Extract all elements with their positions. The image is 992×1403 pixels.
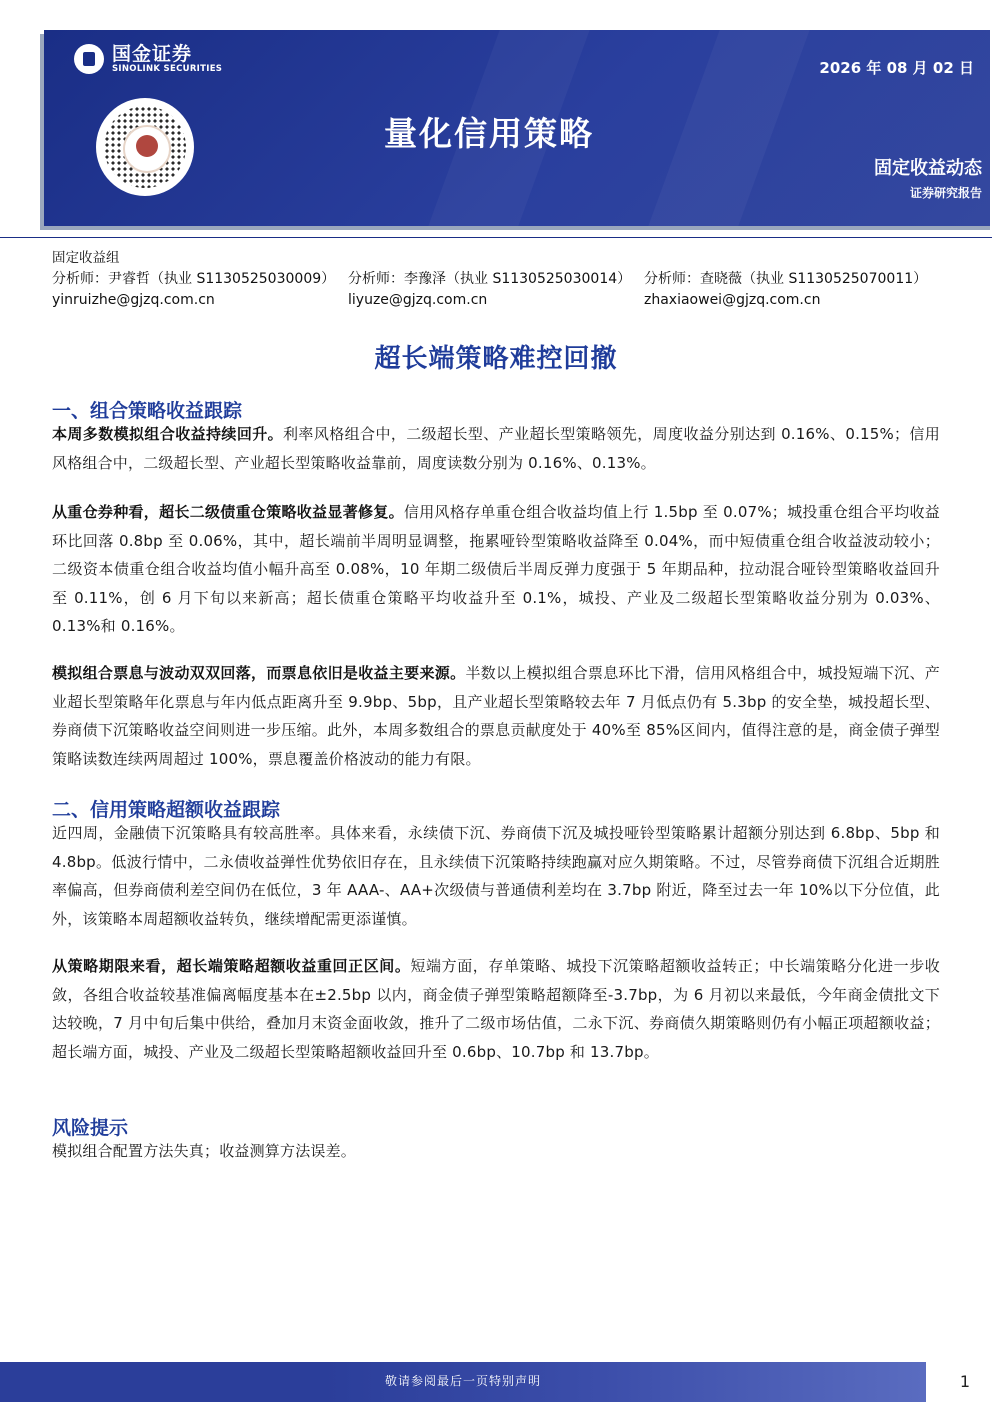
- analyst-3: 分析师：查晓薇（执业 S1130525070011）: [644, 271, 928, 287]
- paragraph-3: [52, 659, 940, 773]
- analyst-block: [52, 248, 952, 311]
- paragraph-1-body: 利率风格组合中，二级超长型、产业超长型策略领先，周度收益分别达到 0.16%、0.15%；信用风格组合中，二级超长型、产业超长型策略收益靠前，周度读数分别为 0.16%、0.13%。: [52, 425, 940, 472]
- banner-stripe: [648, 30, 809, 226]
- analyst-2: 分析师：李豫泽（执业 S1130525030014）: [348, 271, 632, 287]
- analyst-1-email[interactable]: yinruizhe@gjzq.com.cn: [52, 292, 215, 308]
- logo-name-cn: 国金证券: [112, 43, 193, 65]
- paragraph-5-lead: 从策略期限来看，超长端策略超额收益重回正区间。: [52, 957, 411, 975]
- report-type: 固定收益动态: [874, 158, 982, 179]
- paragraph-5: [52, 952, 940, 1066]
- footer-disclaimer-link[interactable]: 敬请参阅最后一页特别声明: [384, 1374, 541, 1388]
- paragraph-1-lead: 本周多数模拟组合收益持续回升。: [52, 425, 284, 443]
- paragraph-5-body: 短端方面，存单策略、城投下沉策略超额收益转正；中长端策略分化进一步收敛，各组合收益较基准偏离幅度基本在±2.5bp 以内，商金债子弹型策略超额降至-3.7bp，为 6 月初以来最低，今年商金债批文下达较晚，7 月中旬后集中供给，叠加月末资金面收敛，推升了二级市场估值，二永下沉、券商债久期策略则仍有小幅正项超额收益；超长端方面，城投、产业及二级超长型策略超额收益回升至 0.6bp、10.7bp 和 13.7bp。: [52, 957, 940, 1061]
- paragraph-1: [52, 420, 940, 477]
- paragraph-4: [52, 819, 940, 933]
- paragraph-2-lead: 从重仓券种看，超长二级债重仓策略收益显著修复。: [52, 503, 404, 521]
- report-date: 2026 年 08 月 02 日: [819, 59, 974, 77]
- report-subtype: 证券研究报告: [909, 186, 982, 200]
- qr-center-logo: [123, 125, 171, 173]
- paragraph-risk: [52, 1137, 940, 1166]
- paragraph-3-lead: 模拟组合票息与波动双双回落，而票息依旧是收益主要来源。: [52, 664, 466, 682]
- analyst-2-email[interactable]: liyuze@gjzq.com.cn: [348, 292, 488, 308]
- paragraph-4-body: 近四周，金融债下沉策略具有较高胜率。具体来看，永续债下沉、券商债下沉及城投哑铃型策略累计超额分别达到 6.8bp、5bp 和 4.8bp。低波行情中，二永债收益弹性优势依旧存在，且永续债下沉策略持续跑赢对应久期策略。不过，尽管券商债下沉组合近期胜率偏高，但券商债利差空间仍在低位，3 年 AAA-、AA+次级债与普通债利差均在 3.7bp 附近，降至过去一年 10%以下分位值，此外，该策略本周超额收益转负，继续增配需更添谨慎。: [52, 824, 940, 928]
- analyst-1: 分析师：尹睿哲（执业 S1130525030009）: [52, 271, 336, 287]
- report-series-title: 量化信用策略: [384, 114, 594, 153]
- analyst-emails-row: [52, 290, 952, 311]
- paragraph-risk-body: 模拟组合配置方法失真；收益测算方法误差。: [52, 1142, 357, 1160]
- company-logo: [74, 44, 222, 74]
- paragraph-2: [52, 498, 940, 641]
- qr-code-icon: [96, 98, 194, 196]
- header-divider: [0, 237, 992, 238]
- section-heading-2: 二、信用策略超额收益跟踪: [52, 799, 281, 821]
- logo-icon: [74, 44, 104, 74]
- section-heading-1: 一、组合策略收益跟踪: [52, 400, 243, 422]
- logo-name-en: SINOLINK SECURITIES: [112, 64, 223, 74]
- page-number: 1: [959, 1372, 970, 1391]
- report-headline: 超长端策略难控回撤: [374, 344, 618, 374]
- header-banner: [44, 30, 990, 226]
- team-name: 固定收益组: [52, 250, 120, 266]
- section-heading-risk: 风险提示: [52, 1117, 129, 1139]
- paragraph-2-body: 信用风格存单重仓组合收益均值上行 1.5bp 至 0.07%；城投重仓组合平均收益环比回落 0.8bp 至 0.06%，其中，超长端前半周明显调整，拖累哑铃型策略收益降至 0.04%，而中短债重仓组合收益波动较小；二级资本债重仓组合收益均值小幅升高至 0.08%，10 年期二级债后半周反弹力度强于 5 年期品种，拉动混合哑铃型策略收益回升至 0.11%，创 6 月下旬以来新高；超长债重仓策略平均收益升至 0.1%，城投、产业及二级超长型策略收益分别为 0.03%、0.13%和 0.16%。: [52, 503, 940, 635]
- analyst-3-email[interactable]: zhaxiaowei@gjzq.com.cn: [644, 292, 821, 308]
- paragraph-3-body: 半数以上模拟组合票息环比下滑，信用风格组合中，城投短端下沉、产业超长型策略年化票息与年内低点距离升至 9.9bp、5bp，且产业超长型策略较去年 7 月低点仍有 5.3bp 的安全垫，城投超长型、券商债下沉策略收益空间则进一步压缩。此外，本周多数组合的票息贡献度处于 40%至 85%区间内，值得注意的是，商金债子弹型策略读数连续两周超过 100%，票息覆盖价格波动的能力有限。: [52, 664, 940, 768]
- analyst-names-row: [52, 269, 952, 290]
